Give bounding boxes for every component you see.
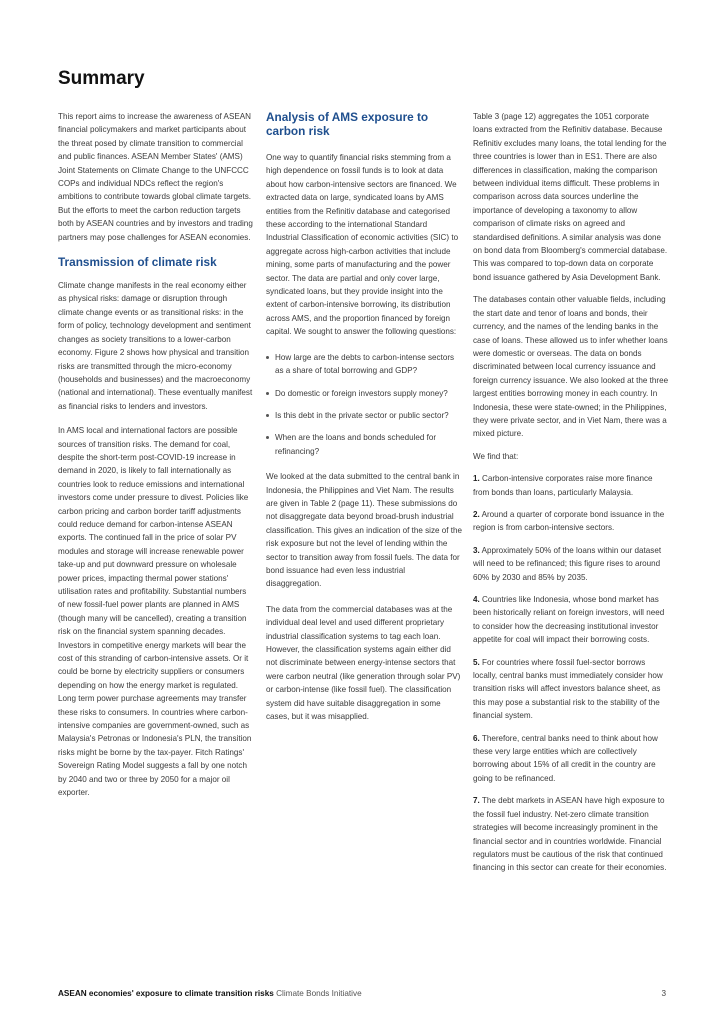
column-right	[473, 110, 669, 884]
page-footer	[58, 989, 666, 998]
page-number: 3	[661, 989, 666, 998]
body-paragraph: The data from the commercial databases was at the individual deal level and used different proprietary industrial classification systems to tag each loan. However, the classification systems again either did not discriminate between energy-intense sectors that were carbon neutral (like generation through solar PV) or carbon-intense (like fossil fuel). The classification system did have suitable disaggregation in some cases, but it was misapplied.	[266, 604, 461, 722]
intro-paragraph: This report aims to increase the awareness of ASEAN financial policymakers and market participants about the threat posed by climate transition to commercial and public finances. ASEAN Member States' (AMS) Joint Statements on Climate Change to the UNFCCC COPs and individual NDCs reflect the region's ambitions to contribute towards global climate targets. But the efforts to meet the carbon reduction targets both by ASEAN countries and by investors and trading partners may pose challenges for ASEAN economies.	[58, 112, 253, 242]
finding-text: Carbon-intensive corporates raise more finance from bonds than loans, particularly Malaysia.	[473, 474, 653, 497]
finding-text: Therefore, central banks need to think about how these very large entities which are collectively borrowing about 15% of all credit in the country are going to be refinanced.	[473, 733, 658, 783]
finding-text: Approximately 50% of the loans within our dataset will need to be refinanced; this figure rises to around 60% by 2030 and 85% by 2035.	[473, 545, 662, 582]
finding-item	[473, 593, 669, 647]
footer-organization: Climate Bonds Initiative	[276, 989, 362, 998]
list-item: Do domestic or foreign investors supply money?	[266, 387, 462, 400]
footer-document-title: ASEAN economies' exposure to climate transition risks	[58, 989, 274, 998]
column-middle	[266, 110, 462, 735]
finding-text: Around a quarter of corporate bond issuance in the region is from carbon-intensive sectors.	[473, 509, 665, 533]
finding-text: Countries like Indonesia, whose bond market has been historically reliant on foreign investors, will need to consider how the decreasing institutional investor appetite for coal will impact their borrowing costs.	[473, 595, 665, 645]
column-left	[58, 110, 254, 811]
section-heading-analysis: Analysis of AMS exposure to carbon risk	[266, 110, 429, 138]
finding-item	[473, 656, 669, 723]
list-item: Is this debt in the private sector or public sector?	[266, 409, 462, 422]
finding-number: 1.	[473, 474, 480, 484]
section-heading-transmission: Transmission of climate risk	[58, 255, 217, 270]
body-paragraph: We looked at the data submitted to the central bank in Indonesia, the Philippines and Viet Nam. The results are given in Table 2 (page 11). These submissions do not disaggregate data beyond broad-brush industrial classification. This gives an indication of the size of the risk exposure but not the level of lending within the sector to transition away from fossil fuels. The data for bond issuance had even less industrial disaggregation.	[266, 472, 463, 589]
finding-text: For countries where fossil fuel-sector borrows locally, central banks must immediately consider how transition risks will affect investors balance sheet, as this may pose a substantial risk to the stability of the financial system.	[473, 657, 663, 721]
finding-number: 3.	[473, 545, 480, 555]
finding-number: 4.	[473, 595, 480, 604]
finding-number: 2.	[473, 509, 480, 519]
finding-text: The debt markets in ASEAN have high exposure to the fossil fuel industry. Net-zero climate transition strategies will become increasingly prominent in the financial sector and in countries worldwide. Financial regulators must be cautious of the risk that continued financing in this sector can create for their economies.	[473, 796, 667, 873]
list-item: How large are the debts to carbon-intense sectors as a share of total borrowing and GDP?	[266, 351, 462, 378]
finding-item	[473, 508, 669, 535]
finding-number: 6.	[473, 733, 480, 743]
body-paragraph: One way to quantify financial risks stemming from a high dependence on fossil funds is to look at data about how carbon-intensive sectors are financed. We extracted data on large, syndicated loans by AMS entities from the Refinitiv database and categorised these according to the international Standard Industrial Classification of economic activities (SIC) to aggregate across high-carbon activities that include mining, some parts of manufacturing and the power sector. The data are partial and only cover large, syndicated loans, but they provide insight into the extent of carbon-intensive borrowing, its distribution across AMS, and the proportion financed by foreign capital. We sought to answer the following questions:	[266, 153, 459, 337]
finding-number: 5.	[473, 657, 480, 667]
finding-item	[473, 544, 669, 584]
body-paragraph: Table 3 (page 12) aggregates the 1051 corporate loans extracted from the Refinitiv database. Because Refinitiv excludes many loans, the total lending for the three countries is lower than in ES1. There are also differences in classification, making the comparison between individual items difficult. These problems in comparison across data sources underline the importance of developing a taxonomy to allow comparison of climate risks on agreed and standardised definitions. A similar analysis was done on bond data from Bloomberg's commercial database. This was compared to top-down data on corporate bond issuance gathered by Asia Development Bank.	[473, 112, 668, 282]
body-paragraph: In AMS local and international factors are possible sources of transition risks. The demand for coal, despite the short-term post-COVID-19 increase in demand in 2020, is likely to fall internationally as countries look to reduce emissions and international investors come under pressure to divest. Policies like carbon pricing and carbon border tariff adjustments could reduce demand for carbon-intense ASEAN exports. The continued fall in the price of solar PV modules and storage will increase renewable power take-up and put downward pressure on wholesale power prices, impacting thermal power stations' utilisation rates and profitability. Substantial numbers of new fossil-fuel power plants are planned in AMS (though many will be cancelled), creating a transition risk on the financial system spanning decades. Investors in competitive energy markets will bear the cost of this stranding of carbon-intensive assets. Or it could be borne by electricity suppliers or consumers depending on how the energy market is regulated. Long term power purchase agreements may transfer these risks to consumers. In countries where carbon-intensive companies are government-owned, such as Malaysia's Petronas or Indonesia's PLN, the transition risks might be borne by the tax-payer. Fitch Ratings' Sovereign Rating Model suggests a fall by one notch by 2040 and two or three by 2050 for a major oil exporter.	[58, 426, 252, 798]
finding-item	[473, 794, 669, 874]
questions-list	[266, 351, 462, 458]
body-paragraph: The databases contain other valuable fields, including the start date and tenor of loans and bonds, their currency, and the names of the lending banks in the case of loans. These allowed us to infer whether loans were domestic or overseas. The data on bonds discriminated between local currency issuance and foreign currency issuance. We also looked at the three largest entities borrowing money in each country. In Indonesia, these were state-owned; in the Philippines, they were private sector, and in Viet Nam, there was a mixed picture.	[473, 295, 669, 439]
list-item: When are the loans and bonds scheduled for refinancing?	[266, 431, 462, 458]
finding-number: 7.	[473, 796, 480, 806]
finding-item	[473, 472, 669, 499]
findings-lead: We find that:	[473, 451, 519, 461]
page-title: Summary	[58, 68, 145, 89]
finding-item	[473, 732, 669, 786]
body-paragraph: Climate change manifests in the real economy either as physical risks: damage or disruption through climate change events or as transitional risks: in the form of policy, technology development and sentiment changes as society transitions to a lower-carbon economy. Figure 2 shows how physical and transition risks are transmitted through the micro-economy (households and businesses) and the macroeconomy (national and international). These eventually manifest as financial risks to lenders and investors.	[58, 281, 253, 411]
